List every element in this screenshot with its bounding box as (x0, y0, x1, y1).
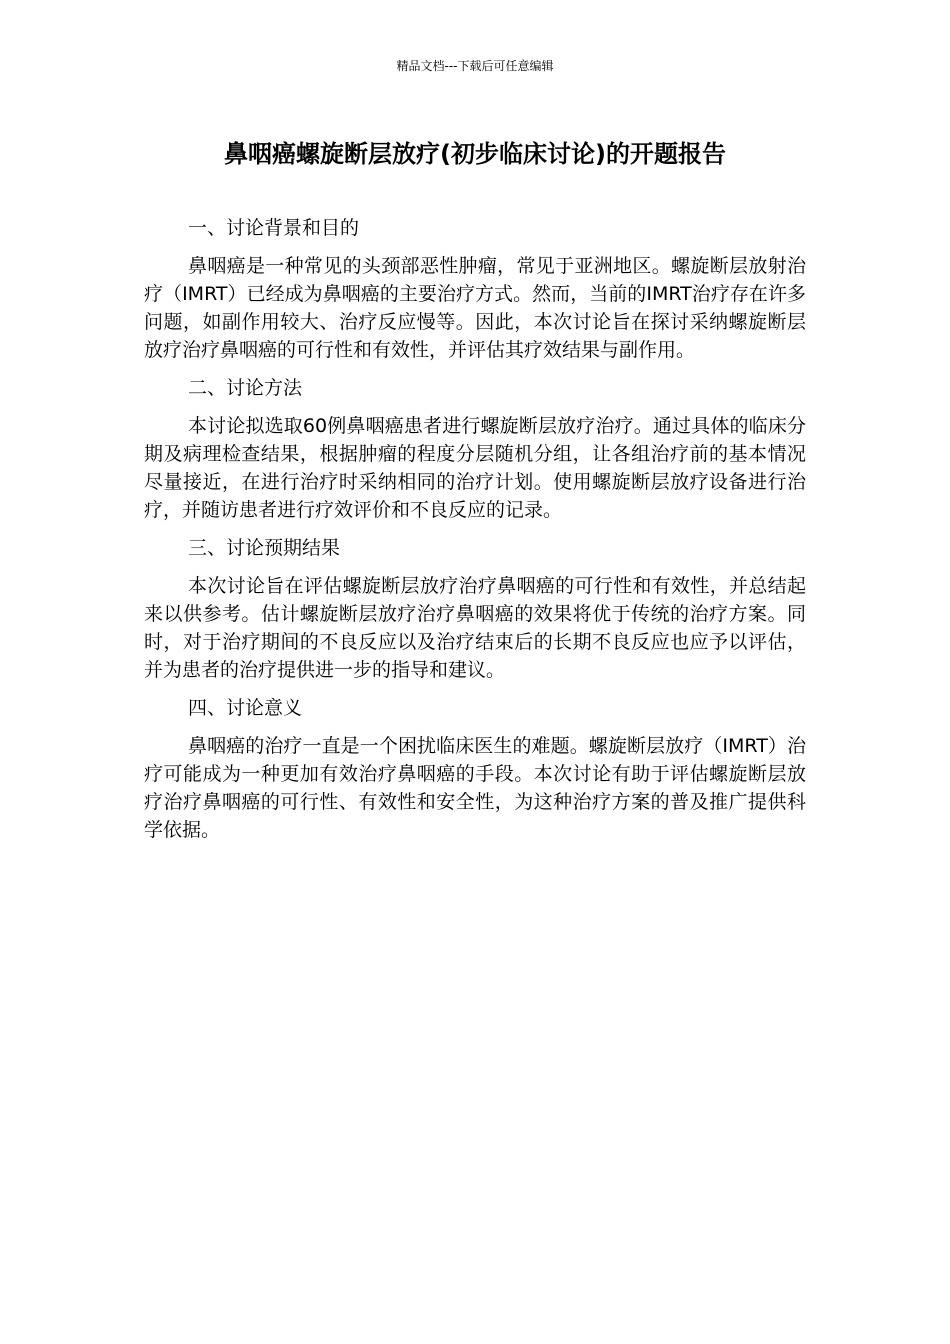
section-heading: 一、讨论背景和目的 (188, 217, 360, 239)
section-significance (144, 694, 806, 844)
section-expected-results (144, 534, 806, 684)
section-paragraph: 本讨论拟选取60例鼻咽癌患者进行螺旋断层放疗治疗。通过具体的临床分期及病理检查结果，根据肿瘤的程度分层随机分组，让各组治疗前的基本情况尽量接近，在进行治疗时采纳相同的治疗计划。使用螺旋断层放疗设备进行治疗，并随访患者进行疗效评价和不良反应的记录。 (144, 415, 806, 521)
document-body (144, 214, 806, 854)
section-paragraph: 本次讨论旨在评估螺旋断层放疗治疗鼻咽癌的可行性和有效性，并总结起来以供参考。估计螺旋断层放疗治疗鼻咽癌的效果将优于传统的治疗方案。同时，对于治疗期间的不良反应以及治疗结束后的长期不良反应也应予以评估，并为患者的治疗提供进一步的指导和建议。 (144, 575, 806, 681)
section-heading: 二、讨论方法 (188, 377, 303, 399)
section-background (144, 214, 806, 364)
page-header: 精品文档---下载后可任意编辑 (396, 59, 554, 73)
section-paragraph: 鼻咽癌是一种常见的头颈部恶性肿瘤，常见于亚洲地区。螺旋断层放射治疗（IMRT）已经成为鼻咽癌的主要治疗方式。然而，当前的IMRT治疗存在许多问题，如副作用较大、治疗反应慢等。因此，本次讨论旨在探讨采纳螺旋断层放疗治疗鼻咽癌的可行性和有效性，并评估其疗效结果与副作用。 (144, 255, 806, 361)
document-title: 鼻咽癌螺旋断层放疗(初步临床讨论)的开题报告 (224, 140, 726, 168)
section-methods (144, 374, 806, 524)
section-heading: 三、讨论预期结果 (188, 537, 341, 559)
section-heading: 四、讨论意义 (188, 697, 303, 719)
section-paragraph: 鼻咽癌的治疗一直是一个困扰临床医生的难题。螺旋断层放疗（IMRT）治疗可能成为一种更加有效治疗鼻咽癌的手段。本次讨论有助于评估螺旋断层放疗治疗鼻咽癌的可行性、有效性和安全性，为这种治疗方案的普及推广提供科学依据。 (144, 735, 806, 841)
